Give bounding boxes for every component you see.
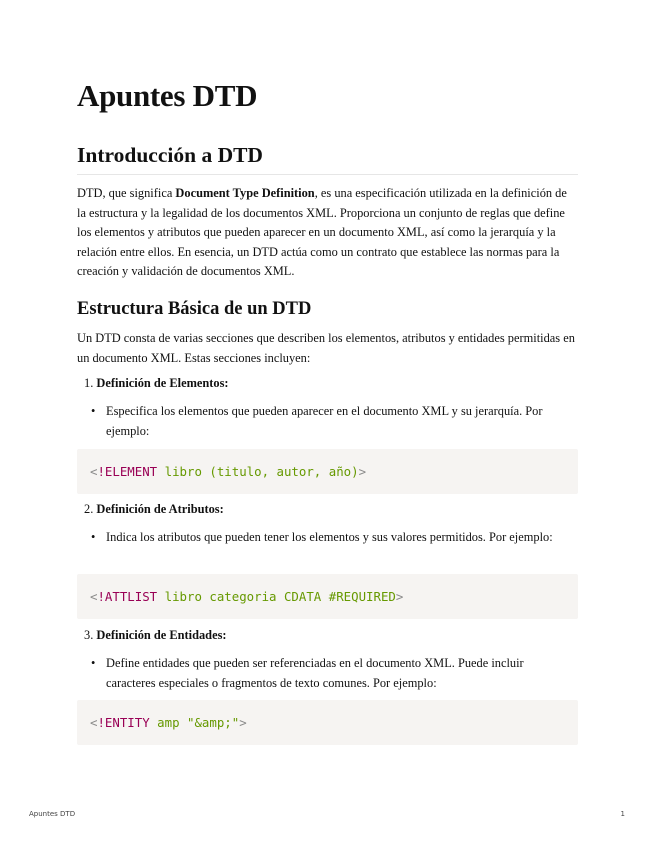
- footer-page-number: 1: [620, 810, 625, 818]
- intro-paragraph: [77, 184, 578, 282]
- code-close: >: [395, 589, 404, 604]
- bullet-text: Indica los atributos que pueden tener los elementos y sus valores permitidos. Por ejemplo:: [106, 530, 553, 544]
- code-line: [90, 713, 247, 732]
- code-block-element: [77, 449, 578, 494]
- list-item-1: [84, 374, 229, 394]
- estructura-heading: Estructura Básica de un DTD: [77, 299, 312, 319]
- code-open: <: [90, 715, 98, 730]
- code-open: <: [90, 589, 98, 604]
- footer-title: Apuntes DTD: [29, 810, 76, 818]
- list-item-title: Definición de Elementos:: [96, 376, 229, 390]
- estructura-paragraph: Un DTD consta de varias secciones que describen los elementos, atributos y entidades permitidas en un documento XML. Estas secciones incluyen:: [77, 331, 575, 365]
- bullet-icon: •: [91, 656, 96, 670]
- intro-text-end: , es una especificación utilizada en la definición de la estructura y la legalidad de los documentos XML. Proporciona un conjunto de reglas que define los elementos y atributos que pueden aparecer en un documento XML, así como la jerarquía y la relación entre ellos. En esencia, un DTD actúa como un contrato que establece las normas para la creación y validación de documentos XML.: [77, 186, 567, 278]
- list-number: 3.: [84, 628, 94, 642]
- bullet-icon: •: [91, 404, 96, 418]
- code-close: >: [239, 715, 247, 730]
- code-block-entity: [77, 700, 578, 745]
- list-item-1-bullet: [91, 402, 574, 441]
- bullet-icon: •: [91, 530, 96, 544]
- list-number: 2.: [84, 502, 94, 516]
- intro-text-start: DTD, que significa: [77, 186, 176, 200]
- code-line: [90, 462, 366, 481]
- bullet-text: Especifica los elementos que pueden aparecer en el documento XML y su jerarquía. Por ejemplo:: [106, 404, 543, 438]
- intro-heading: Introducción a DTD: [77, 143, 578, 175]
- code-keyword: !ELEMENT: [97, 464, 158, 479]
- code-keyword: !ENTITY: [97, 715, 150, 730]
- list-item-3: [84, 626, 227, 646]
- document-title: Apuntes DTD: [77, 78, 258, 113]
- code-rest: libro categoria CDATA #REQUIRED: [157, 589, 396, 604]
- list-item-title: Definición de Atributos:: [96, 502, 224, 516]
- code-block-attlist: [77, 574, 578, 619]
- code-rest: libro (titulo, autor, año): [157, 464, 359, 479]
- code-rest: amp "&amp;": [149, 715, 240, 730]
- list-number: 1.: [84, 376, 94, 390]
- code-open: <: [90, 464, 98, 479]
- list-item-title: Definición de Entidades:: [96, 628, 227, 642]
- code-close: >: [358, 464, 367, 479]
- intro-term: Document Type Definition: [175, 186, 315, 200]
- bullet-text: Define entidades que pueden ser referenciadas en el documento XML. Puede incluir caracteres especiales o fragmentos de texto comunes. Por ejemplo:: [106, 656, 524, 690]
- list-item-2-bullet: [91, 528, 574, 548]
- list-item-3-bullet: [91, 654, 574, 693]
- code-keyword: !ATTLIST: [97, 589, 158, 604]
- list-item-2: [84, 500, 224, 520]
- code-line: [90, 587, 403, 606]
